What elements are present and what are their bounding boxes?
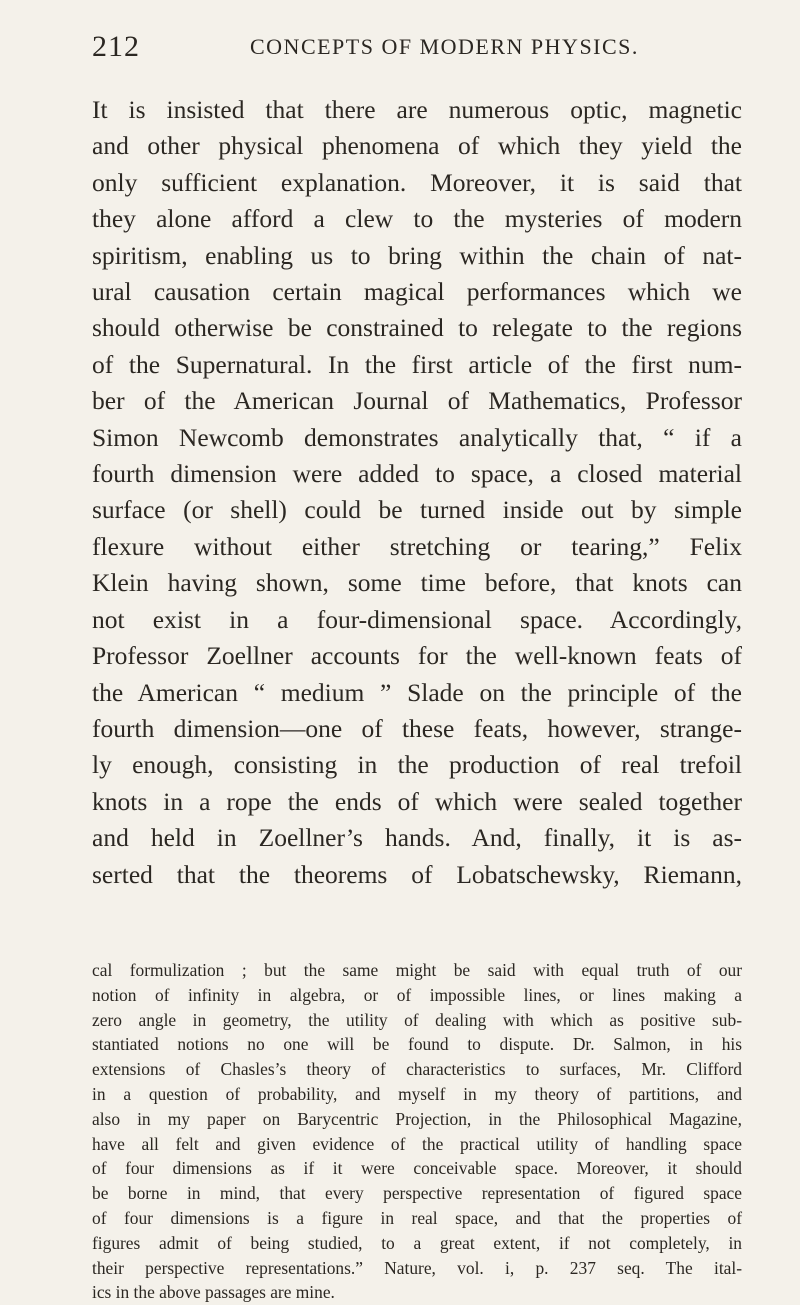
- body-line: flexure without either stretching or tearing,” Felix: [92, 531, 742, 561]
- body-line: ly enough, consisting in the production of real trefoil: [92, 750, 742, 780]
- footnote-line: extensions of Chasles’s theory of characteristics to surfaces, Mr. Clifford: [92, 1059, 742, 1080]
- footnote: [92, 958, 742, 1305]
- body-line: and held in Zoellner’s hands. And, finally, it is as-: [92, 823, 742, 853]
- footnote-line: their perspective representations.” Nature, vol. i, p. 237 seq. The ital-: [92, 1257, 742, 1278]
- body-line: ural causation certain magical performances which we: [92, 277, 742, 307]
- footnote-line: figures admit of being studied, to a great extent, if not completely, in: [92, 1232, 742, 1253]
- body-line: not exist in a four-dimensional space. Accordingly,: [92, 604, 742, 634]
- body-line: should otherwise be constrained to relegate to the regions: [92, 313, 742, 343]
- body-line: serted that the theorems of Lobatschewsky, Riemann,: [92, 859, 742, 889]
- body-line: of the Supernatural. In the first article of the first num-: [92, 349, 742, 379]
- footnote-line: of four dimensions as if it were conceivable space. Moreover, it should: [92, 1158, 742, 1179]
- body-line: knots in a rope the ends of which were sealed together: [92, 786, 742, 816]
- body-line: only sufficient explanation. Moreover, it is said that: [92, 167, 742, 197]
- footnote-line: in a question of probability, and myself in my theory of partitions, and: [92, 1083, 742, 1104]
- body-line: the American “ medium ” Slade on the principle of the: [92, 677, 742, 707]
- page-header: [92, 30, 740, 64]
- body-line: spiritism, enabling us to bring within the chain of nat-: [92, 240, 742, 270]
- body-line: It is insisted that there are numerous optic, magnetic: [92, 95, 742, 124]
- body-line: fourth dimension were added to space, a closed material: [92, 459, 742, 489]
- footnote-line: ics in the above passages are mine.: [92, 1282, 335, 1303]
- footnote-line: stantiated notions no one will be found to dispute. Dr. Salmon, in his: [92, 1034, 742, 1055]
- body-line: surface (or shell) could be turned inside out by simple: [92, 495, 742, 525]
- footnote-line: also in my paper on Barycentric Projection, in the Philosophical Magazine,: [92, 1108, 742, 1129]
- footnote-line: have all felt and given evidence of the practical utility of handling space: [92, 1133, 742, 1154]
- page-number: 212: [92, 30, 140, 63]
- body-line: Simon Newcomb demonstrates analytically that, “ if a: [92, 422, 742, 452]
- body-line: they alone afford a clew to the mysteries of modern: [92, 204, 742, 234]
- running-head: CONCEPTS OF MODERN PHYSICS.: [250, 34, 639, 59]
- body-line: fourth dimension—one of these feats, however, strange-: [92, 713, 742, 743]
- body-line: Klein having shown, some time before, that knots can: [92, 568, 742, 598]
- body-line: ber of the American Journal of Mathematics, Professor: [92, 386, 742, 416]
- footnote-line: of four dimensions is a figure in real space, and that the properties of: [92, 1207, 742, 1228]
- body-line: and other physical phenomena of which they yield the: [92, 131, 742, 161]
- footnote-line: cal formulization ; but the same might be said with equal truth of our: [92, 960, 742, 980]
- body-line: Professor Zoellner accounts for the well-known feats of: [92, 641, 742, 671]
- footnote-line: be borne in mind, that every perspective representation of figured space: [92, 1183, 742, 1204]
- footnote-line: notion of infinity in algebra, or of impossible lines, or lines making a: [92, 984, 742, 1005]
- body-paragraph: [92, 92, 742, 893]
- footnote-line: zero angle in geometry, the utility of dealing with which as positive sub-: [92, 1009, 742, 1030]
